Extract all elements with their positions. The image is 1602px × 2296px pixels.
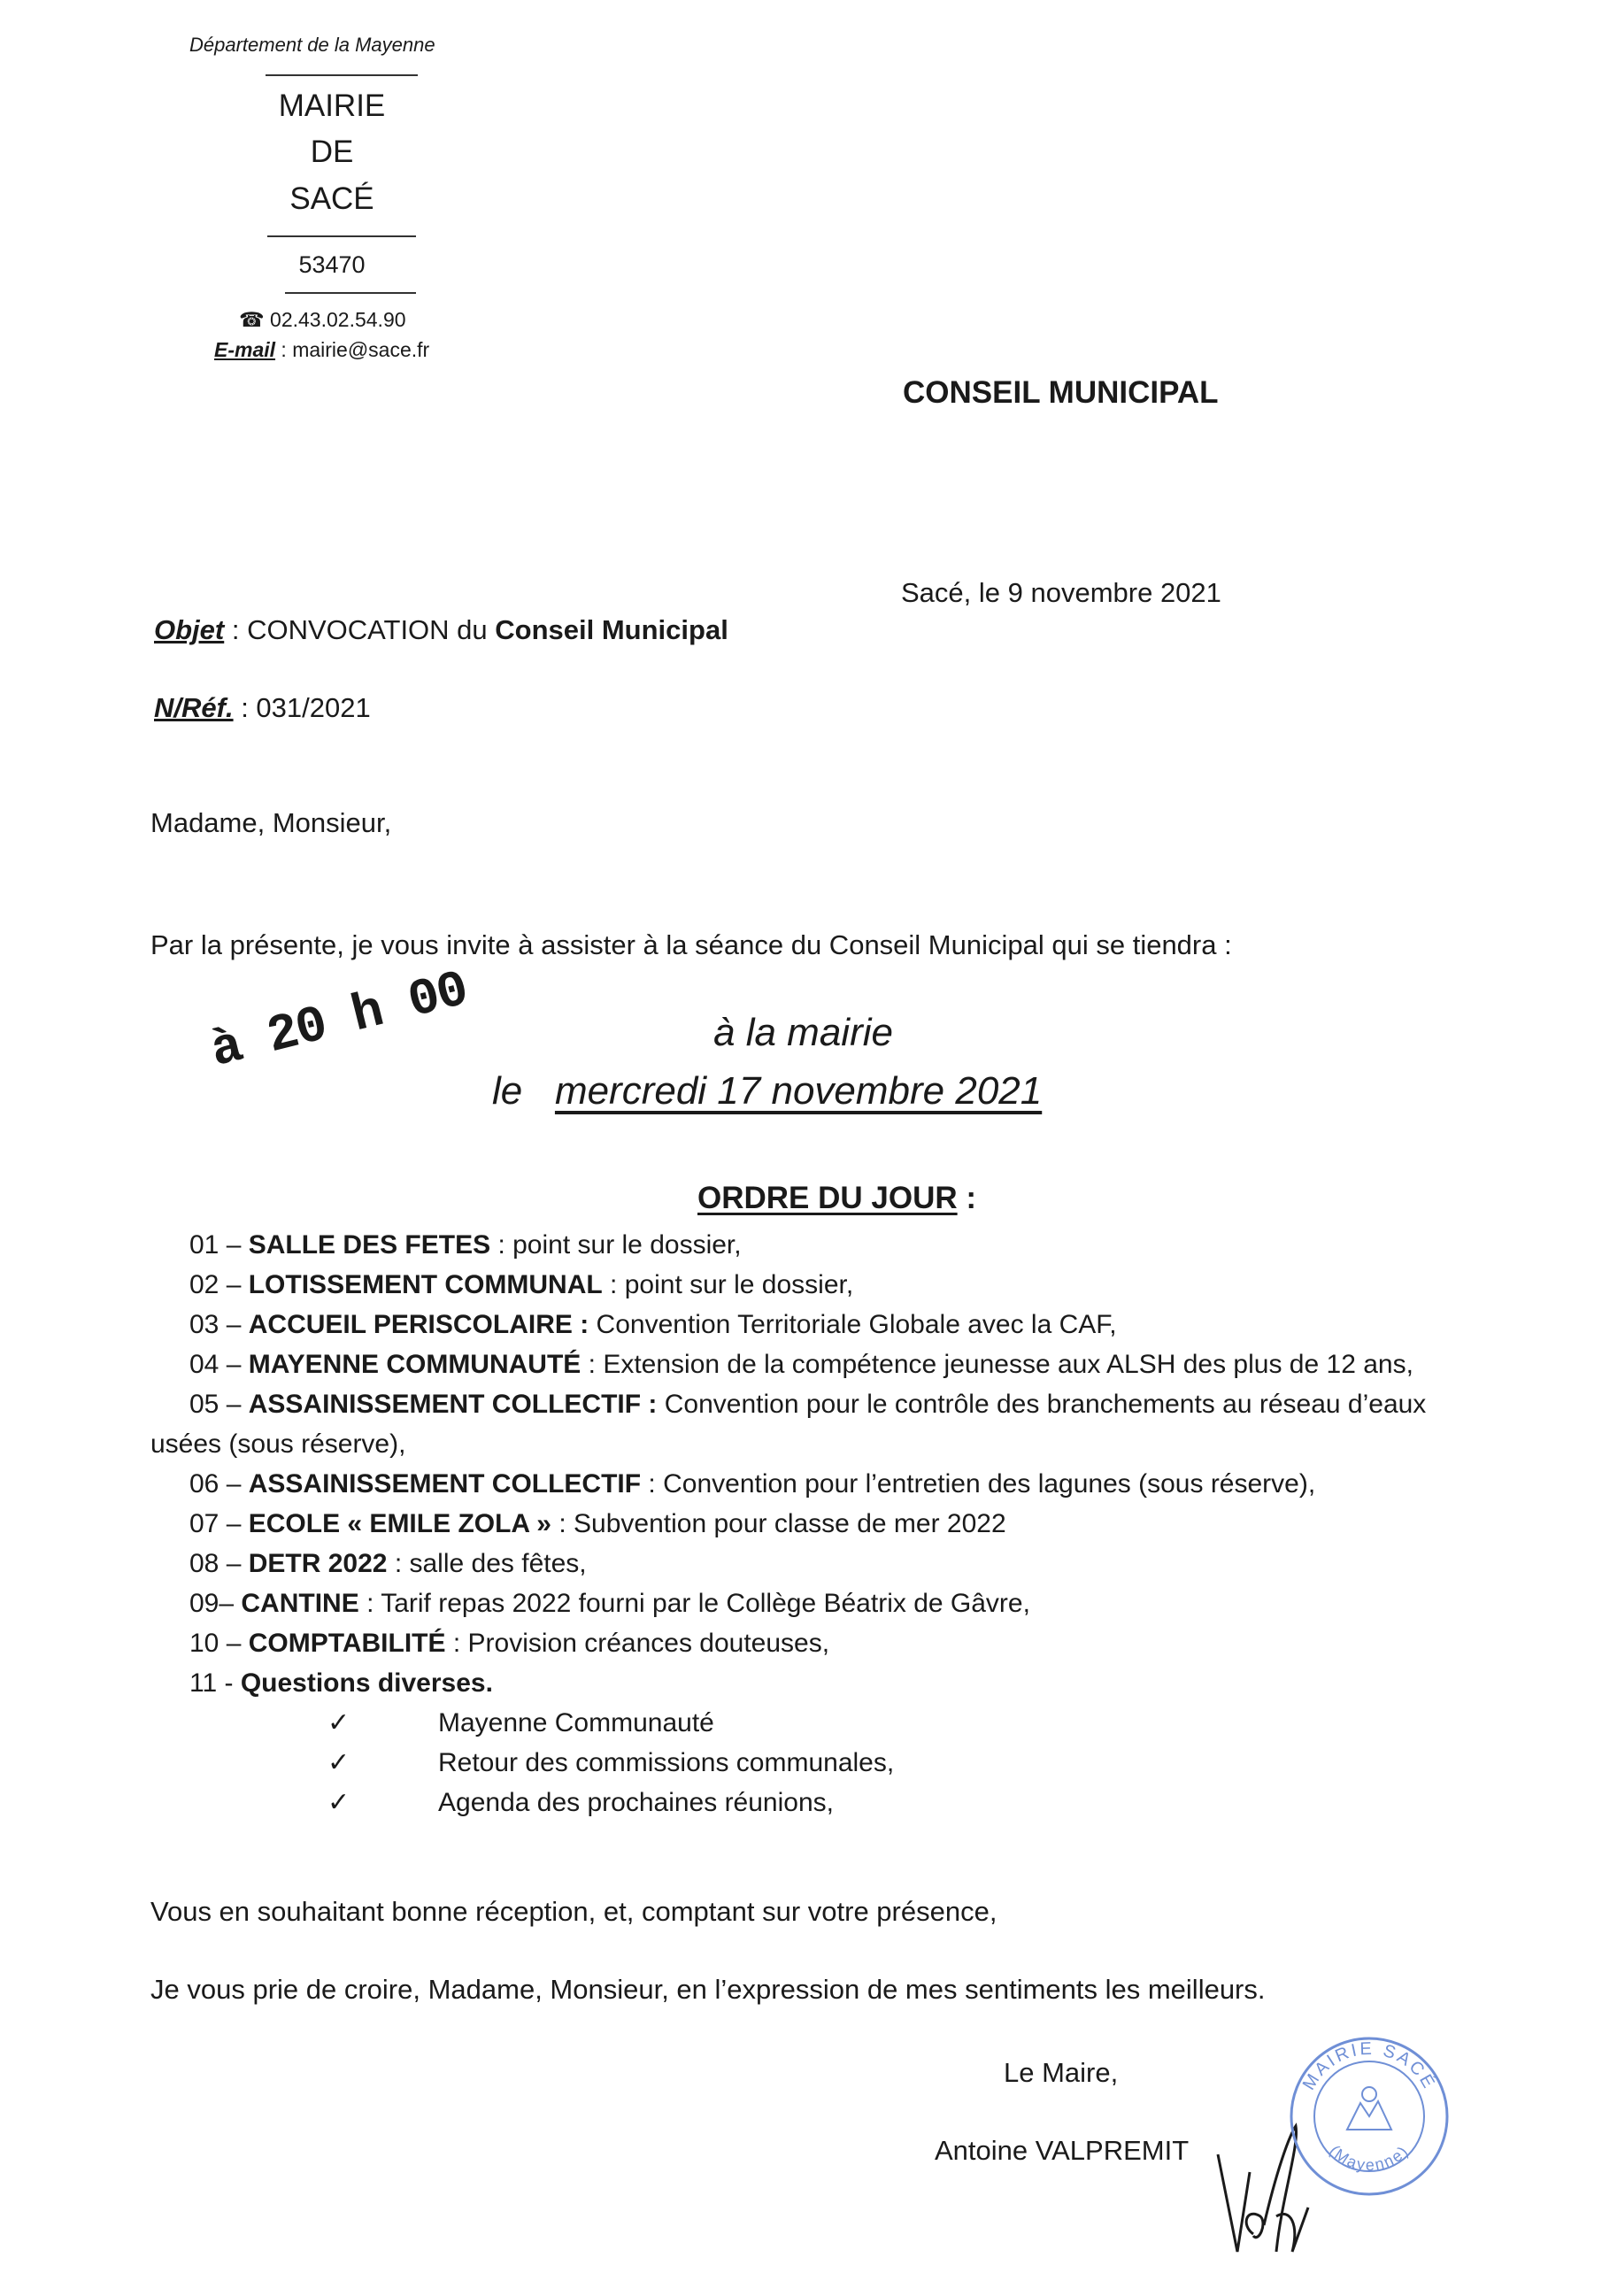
invitation-text: Par la présente, je vous invite à assister à la séance du Conseil Municipal qui se tiendra :	[150, 929, 1232, 960]
agenda-list	[150, 1225, 1531, 1822]
object-line	[154, 614, 728, 646]
salutation: Madame, Monsieur,	[150, 807, 392, 838]
signature-name: Antoine VALPREMIT	[935, 2135, 1190, 2166]
svg-text:MAIRIE SACÉ	[1299, 2039, 1440, 2094]
agenda-item: 07 – ECOLE « EMILE ZOLA » : Subvention pour classe de mer 2022	[189, 1509, 1006, 1538]
meeting-time-stamp: à 20 h 00	[205, 961, 474, 1082]
agenda-item: 11 - Questions diverses.	[189, 1668, 493, 1698]
telephone-line	[239, 308, 406, 332]
check-icon: ✓	[327, 1748, 350, 1777]
header-divider	[285, 292, 416, 294]
agenda-item: 09– CANTINE : Tarif repas 2022 fourni par le Collège Béatrix de Gâvre,	[189, 1589, 1030, 1618]
check-icon: ✓	[327, 1788, 350, 1817]
agenda-sub-item: ✓ Retour des commissions communales,	[150, 1743, 1531, 1783]
agenda-title-text: ORDRE DU JOUR	[697, 1181, 958, 1215]
object-text: : CONVOCATION du	[224, 614, 496, 645]
agenda-item: 04 – MAYENNE COMMUNAUTÉ : Extension de la compétence jeunesse aux ALSH des plus de 12 ans,	[189, 1350, 1413, 1379]
agenda-sub-item: ✓ Mayenne Communauté	[150, 1703, 1531, 1743]
agenda-item: 05 – ASSAINISSEMENT COLLECTIF : Convention pour le contrôle des branchements au réseau d’eaux	[189, 1390, 1427, 1419]
agenda-item-continuation: usées (sous réserve),	[150, 1429, 406, 1459]
header-divider	[266, 74, 418, 76]
official-seal	[1285, 2032, 1453, 2200]
meeting-day-date: mercredi 17 novembre 2021	[554, 1069, 1043, 1113]
document-title: CONSEIL MUNICIPAL	[903, 375, 1219, 410]
closing-line-2: Je vous prie de croire, Madame, Monsieur, en l’expression de mes sentiments les meilleurs.	[150, 1974, 1266, 2005]
agenda-title	[697, 1181, 976, 1216]
agenda-item: 01 – SALLE DES FETES : point sur le dossier,	[189, 1230, 742, 1260]
agenda-item: 08 – DETR 2022 : salle des fêtes,	[189, 1549, 587, 1578]
seal-top-text: MAIRIE SACÉ	[1298, 2038, 1440, 2094]
telephone-number: 02.43.02.54.90	[270, 308, 406, 331]
reference-label: N/Réf.	[154, 692, 234, 723]
seal-bottom-text: (Mayenne)	[1326, 2141, 1413, 2175]
agenda-item: 10 – COMPTABILITÉ : Provision créances douteuses,	[189, 1629, 830, 1658]
meeting-day	[492, 1069, 1042, 1113]
agenda-sub-item: ✓ Agenda des prochaines réunions,	[150, 1783, 1531, 1822]
svg-text:(Mayenne)	[1326, 2142, 1413, 2174]
postal-code: 53470	[298, 251, 366, 278]
object-bold: Conseil Municipal	[495, 614, 728, 645]
meeting-day-prefix: le	[492, 1069, 523, 1113]
email-value: : mairie@sace.fr	[275, 338, 430, 361]
email-line	[214, 338, 429, 362]
agenda-item: 06 – ASSAINISSEMENT COLLECTIF : Convention pour l’entretien des lagunes (sous réserve),	[189, 1469, 1316, 1499]
reference-text: : 031/2021	[233, 692, 371, 723]
header-divider	[267, 235, 416, 237]
telephone-icon: ☎	[239, 308, 265, 331]
agenda-item: 02 – LOTISSEMENT COMMUNAL : point sur le dossier,	[189, 1270, 854, 1299]
mairie-line-3: SACÉ	[289, 181, 374, 216]
reference-line	[154, 692, 371, 724]
agenda-item: 03 – ACCUEIL PERISCOLAIRE : Convention Territoriale Globale avec la CAF,	[189, 1310, 1117, 1339]
date-line: Sacé, le 9 novembre 2021	[901, 577, 1221, 608]
check-icon: ✓	[327, 1708, 350, 1737]
object-label: Objet	[154, 614, 225, 645]
signature-role: Le Maire,	[1004, 2057, 1119, 2088]
meeting-place: à la mairie	[713, 1011, 893, 1054]
closing-line-1: Vous en souhaitant bonne réception, et, comptant sur votre présence,	[150, 1896, 997, 1927]
email-label: E-mail	[214, 338, 276, 361]
mairie-line-1: MAIRIE	[278, 89, 386, 123]
agenda-title-suffix: :	[957, 1181, 977, 1215]
department-label: Département de la Mayenne	[189, 34, 435, 56]
mairie-line-2: DE	[310, 135, 354, 169]
